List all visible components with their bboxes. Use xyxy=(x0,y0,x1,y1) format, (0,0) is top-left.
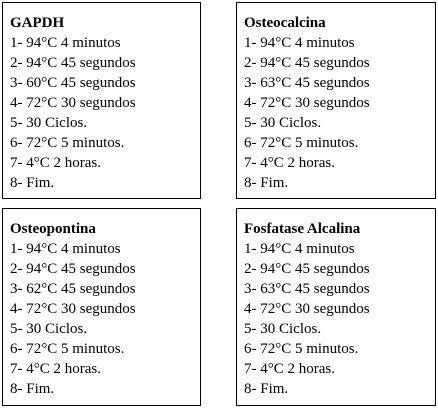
protocol-step: 5- 30 Ciclos. xyxy=(244,321,322,337)
protocol-steps xyxy=(244,33,435,193)
protocol-step: 1- 94°C 4 minutos xyxy=(244,35,355,51)
protocol-step: 7- 4°C 2 horas. xyxy=(244,155,335,171)
protocol-step: 5- 30 Ciclos. xyxy=(10,115,88,131)
protocol-steps xyxy=(10,33,200,193)
protocol-title: Fosfatase Alcalina xyxy=(244,221,361,237)
protocol-step: 5- 30 Ciclos. xyxy=(10,321,88,337)
protocol-step: 5- 30 Ciclos. xyxy=(244,115,322,131)
protocol-step: 8- Fim. xyxy=(244,175,289,191)
protocol-steps xyxy=(244,239,435,399)
protocol-box-osteocalcina xyxy=(236,2,436,199)
protocol-step: 3- 60°C 45 segundos xyxy=(10,75,136,91)
protocol-step: 2- 94°C 45 segundos xyxy=(244,55,370,71)
protocol-step: 8- Fim. xyxy=(10,381,55,397)
protocol-box-gapdh xyxy=(2,2,201,199)
protocol-step: 1- 94°C 4 minutos xyxy=(10,35,121,51)
protocol-box-osteopontina xyxy=(2,208,201,406)
protocol-step: 6- 72°C 5 minutos. xyxy=(244,135,359,151)
protocol-box-fosfatase-alcalina xyxy=(236,208,436,406)
protocol-step: 3- 62°C 45 segundos xyxy=(10,281,136,297)
protocol-step: 4- 72°C 30 segundos xyxy=(244,301,370,317)
protocol-title: Osteopontina xyxy=(10,221,96,237)
protocol-step: 7- 4°C 2 horas. xyxy=(244,361,335,377)
protocol-step: 1- 94°C 4 minutos xyxy=(10,241,121,257)
protocol-step: 2- 94°C 45 segundos xyxy=(244,261,370,277)
protocol-step: 4- 72°C 30 segundos xyxy=(244,95,370,111)
protocol-step: 7- 4°C 2 horas. xyxy=(10,155,101,171)
protocol-step: 2- 94°C 45 segundos xyxy=(10,55,136,71)
protocol-step: 6- 72°C 5 minutos. xyxy=(244,341,359,357)
protocol-step: 4- 72°C 30 segundos xyxy=(10,95,136,111)
protocol-steps xyxy=(10,239,200,399)
protocol-step: 8- Fim. xyxy=(10,175,55,191)
protocol-title: GAPDH xyxy=(10,15,65,31)
protocol-step: 6- 72°C 5 minutos. xyxy=(10,341,125,357)
protocol-step: 3- 63°C 45 segundos xyxy=(244,75,370,91)
protocol-title: Osteocalcina xyxy=(244,15,326,31)
protocol-step: 6- 72°C 5 minutos. xyxy=(10,135,125,151)
protocol-step: 3- 63°C 45 segundos xyxy=(244,281,370,297)
protocol-step: 4- 72°C 30 segundos xyxy=(10,301,136,317)
protocol-step: 1- 94°C 4 minutos xyxy=(244,241,355,257)
protocol-step: 2- 94°C 45 segundos xyxy=(10,261,136,277)
protocol-step: 8- Fim. xyxy=(244,381,289,397)
protocol-step: 7- 4°C 2 horas. xyxy=(10,361,101,377)
